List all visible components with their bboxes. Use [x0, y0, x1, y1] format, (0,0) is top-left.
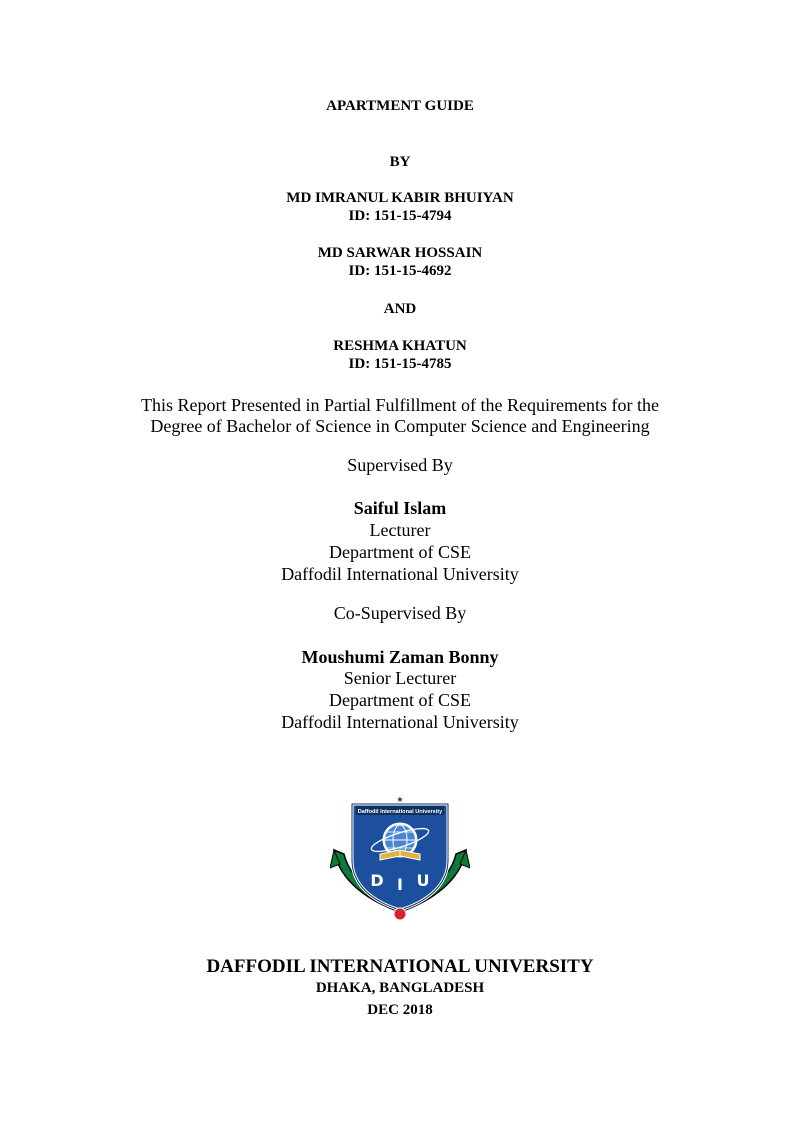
co-supervisor-name: Moushumi Zaman Bonny — [301, 647, 499, 667]
logo-letter-d: D — [370, 871, 384, 890]
author-1-id: ID: 151-15-4794 — [348, 208, 452, 224]
statement-line-1: This Report Presented in Partial Fulfillment of the Requirements for the — [141, 395, 659, 415]
author-2-id: ID: 151-15-4692 — [348, 263, 452, 279]
supervisor-designation: Lecturer — [369, 520, 431, 540]
footer-date: DEC 2018 — [367, 1002, 433, 1018]
supervisor-heading: Supervised By — [347, 455, 453, 475]
author-3-id: ID: 151-15-4785 — [348, 356, 452, 372]
footer-location: DHAKA, BANGLADESH — [315, 980, 485, 996]
statement-line-2: Degree of Bachelor of Science in Computer Science and Engineering — [150, 416, 650, 436]
logo-letter-u: U — [416, 871, 430, 890]
author-2-name: MD SARWAR HOSSAIN — [317, 245, 483, 261]
svg-text:★: ★ — [396, 795, 404, 804]
co-supervisor-heading: Co-Supervised By — [333, 603, 467, 623]
supervisor-name: Saiful Islam — [353, 498, 447, 518]
author-1-name: MD IMRANUL KABIR BHUIYAN — [286, 190, 514, 206]
author-3-name: RESHMA KHATUN — [333, 338, 467, 354]
co-supervisor-designation: Senior Lecturer — [343, 668, 457, 688]
footer-university: DAFFODIL INTERNATIONAL UNIVERSITY — [206, 956, 594, 977]
by-label: BY — [389, 154, 411, 170]
co-supervisor-department: Department of CSE — [329, 690, 471, 710]
and-label: AND — [383, 301, 417, 317]
co-supervisor-university: Daffodil International University — [281, 712, 519, 732]
logo-letter-i: I — [397, 875, 403, 894]
report-title: APARTMENT GUIDE — [326, 98, 474, 114]
supervisor-university: Daffodil International University — [281, 564, 519, 584]
logo-red-dot — [394, 908, 406, 920]
logo-banner-text: Daffodil International University — [357, 809, 443, 815]
university-logo — [330, 790, 470, 925]
supervisor-department: Department of CSE — [329, 542, 471, 562]
